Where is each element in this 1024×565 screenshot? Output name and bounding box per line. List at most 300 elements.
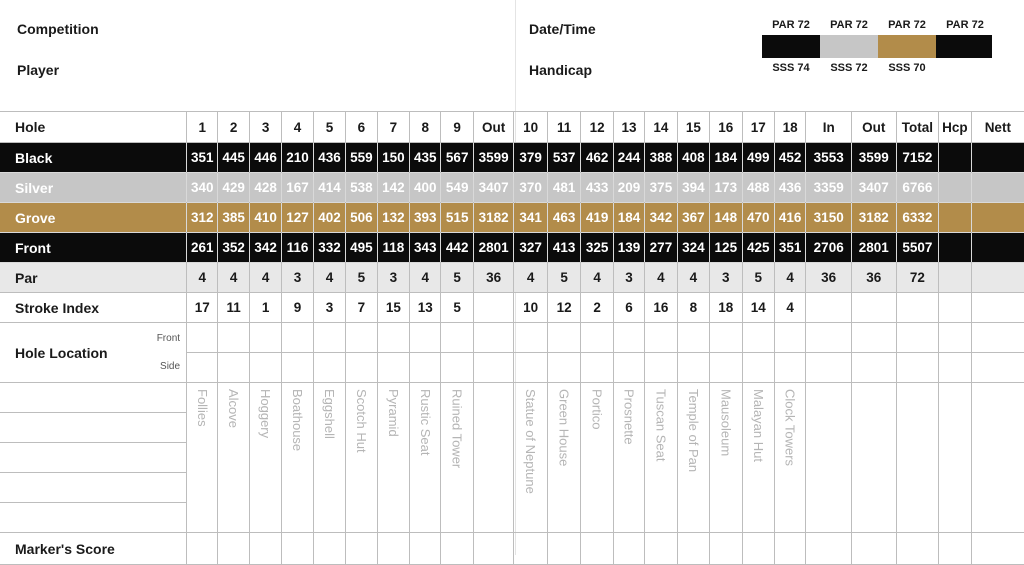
hole-location-side-cell[interactable] <box>282 353 313 383</box>
yardage-cell <box>939 173 971 203</box>
yardage-cell: 3150 <box>806 203 852 233</box>
tee-swatch-silver <box>820 35 878 58</box>
column-header: 18 <box>774 112 805 143</box>
stroke-index-cell: 10 <box>514 293 547 323</box>
tee-swatch-front <box>936 35 992 58</box>
yardage-cell: 429 <box>218 173 249 203</box>
stroke-index-cell: 9 <box>282 293 313 323</box>
stroke-index-cell: 7 <box>346 293 377 323</box>
stroke-index-cell: 2 <box>581 293 613 323</box>
hole-location-side-cell[interactable] <box>896 353 939 383</box>
hole-location-side-cell[interactable] <box>806 353 852 383</box>
hole-location-side-cell[interactable] <box>710 353 742 383</box>
column-header: 6 <box>346 112 377 143</box>
yardage-cell: 351 <box>774 233 805 263</box>
score-row-label[interactable] <box>0 503 187 533</box>
hole-name: Statue of Neptune <box>523 389 539 494</box>
hole-location-front-cell[interactable] <box>249 323 281 353</box>
yardage-cell: 567 <box>441 143 473 173</box>
hole-name: Tuscan Seat <box>653 389 669 462</box>
yardage-cell: 379 <box>514 143 547 173</box>
yardage-cell: 410 <box>249 203 281 233</box>
hole-location-front-cell[interactable] <box>774 323 805 353</box>
marker-score-cell[interactable] <box>346 533 377 565</box>
yardage-cell: 462 <box>581 143 613 173</box>
column-header: 4 <box>282 112 313 143</box>
yardage-cell: 2706 <box>806 233 852 263</box>
hole-location-front-cell[interactable] <box>377 323 409 353</box>
hole-name-cell[interactable] <box>377 383 409 533</box>
hole-location-side-cell[interactable] <box>514 353 547 383</box>
hole-name-cell[interactable] <box>282 383 313 533</box>
column-header: 15 <box>677 112 709 143</box>
column-header: Total <box>896 112 939 143</box>
yardage-cell: 385 <box>218 203 249 233</box>
tee-row-black <box>0 143 1024 173</box>
yardage-cell: 428 <box>249 173 281 203</box>
marker-score-cell[interactable] <box>441 533 473 565</box>
stroke-index-cell: 5 <box>441 293 473 323</box>
yardage-cell: 481 <box>547 173 580 203</box>
yardage-cell: 3553 <box>806 143 852 173</box>
yardage-cell: 343 <box>410 233 441 263</box>
tee-swatch-grove <box>878 35 936 58</box>
hole-name-cell[interactable] <box>774 383 805 533</box>
hole-name: Hoggery <box>258 389 274 439</box>
marker-score-row <box>0 533 1024 565</box>
yardage-cell: 352 <box>218 233 249 263</box>
par-cell: 4 <box>249 263 281 293</box>
hole-location-side-cell[interactable] <box>377 353 409 383</box>
column-header: 1 <box>187 112 218 143</box>
yardage-cell <box>971 233 1024 263</box>
par-cell: 4 <box>677 263 709 293</box>
stroke-index-cell: 18 <box>710 293 742 323</box>
yardage-cell: 3182 <box>852 203 897 233</box>
marker-score-cell[interactable] <box>613 533 644 565</box>
yardage-cell <box>971 173 1024 203</box>
yardage-cell: 3182 <box>473 203 514 233</box>
hole-header-label: Hole <box>0 112 187 143</box>
marker-score-cell[interactable] <box>547 533 580 565</box>
par-cell: 3 <box>282 263 313 293</box>
yardage-cell: 506 <box>346 203 377 233</box>
hole-location-side-cell[interactable] <box>441 353 473 383</box>
yardage-cell <box>939 203 971 233</box>
stroke-index-label: Stroke Index <box>0 293 187 323</box>
hole-name-cell[interactable] <box>514 383 547 533</box>
stroke-index-cell: 8 <box>677 293 709 323</box>
hole-name-cell[interactable] <box>939 383 971 533</box>
hole-location-front-cell[interactable] <box>473 323 514 353</box>
stroke-index-cell <box>806 293 852 323</box>
stroke-index-cell <box>852 293 897 323</box>
yardage-cell: 3359 <box>806 173 852 203</box>
yardage-cell: 435 <box>410 143 441 173</box>
stroke-index-row <box>0 293 1024 323</box>
par-cell: 4 <box>514 263 547 293</box>
hole-location-side-cell[interactable] <box>971 353 1024 383</box>
yardage-cell: 495 <box>346 233 377 263</box>
tee-legend-sss-grove: SSS 70 <box>888 62 926 74</box>
hole-name-cell[interactable] <box>710 383 742 533</box>
yardage-cell: 463 <box>547 203 580 233</box>
hole-location-side-cell[interactable] <box>645 353 677 383</box>
yardage-cell <box>971 203 1024 233</box>
yardage-cell: 436 <box>313 143 345 173</box>
par-cell: 3 <box>613 263 644 293</box>
marker-score-cell[interactable] <box>218 533 249 565</box>
score-row <box>0 383 1024 413</box>
hole-location-front-cell[interactable] <box>547 323 580 353</box>
stroke-index-cell: 12 <box>547 293 580 323</box>
score-row-label[interactable] <box>0 383 187 413</box>
hole-location-front-cell[interactable] <box>710 323 742 353</box>
hole-name-cell[interactable] <box>613 383 644 533</box>
hole-location-side-cell[interactable] <box>473 353 514 383</box>
tee-name: Black <box>0 143 187 173</box>
yardage-cell: 118 <box>377 233 409 263</box>
hole-name-cell[interactable] <box>581 383 613 533</box>
tee-row-front <box>0 233 1024 263</box>
column-header: 5 <box>313 112 345 143</box>
yardage-cell: 416 <box>774 203 805 233</box>
yardage-cell: 394 <box>677 173 709 203</box>
hole-location-front-cell[interactable] <box>410 323 441 353</box>
hole-location-side-cell[interactable] <box>218 353 249 383</box>
yardage-cell: 370 <box>514 173 547 203</box>
yardage-cell: 436 <box>774 173 805 203</box>
yardage-cell: 324 <box>677 233 709 263</box>
marker-score-cell[interactable] <box>187 533 218 565</box>
hole-name-cell[interactable] <box>218 383 249 533</box>
par-cell: 4 <box>410 263 441 293</box>
hole-name: Prosnette <box>621 389 637 445</box>
column-header: 11 <box>547 112 580 143</box>
stroke-index-cell: 14 <box>742 293 774 323</box>
hole-location-side-cell[interactable] <box>547 353 580 383</box>
stroke-index-cell <box>939 293 971 323</box>
marker-score-cell[interactable] <box>377 533 409 565</box>
tee-swatch-black <box>762 35 820 58</box>
yardage-cell: 139 <box>613 233 644 263</box>
yardage-cell: 261 <box>187 233 218 263</box>
yardage-cell: 150 <box>377 143 409 173</box>
datetime-label: Date/Time <box>529 21 596 37</box>
column-header: 2 <box>218 112 249 143</box>
marker-score-cell[interactable] <box>971 533 1024 565</box>
marker-score-cell[interactable] <box>410 533 441 565</box>
hole-location-front-cell[interactable] <box>346 323 377 353</box>
hole-name-cell[interactable] <box>410 383 441 533</box>
column-header: Out <box>473 112 514 143</box>
column-header: 3 <box>249 112 281 143</box>
tee-legend-par-grove: PAR 72 <box>888 19 926 31</box>
yardage-cell: 400 <box>410 173 441 203</box>
marker-score-cell[interactable] <box>282 533 313 565</box>
hole-name: Boathouse <box>290 389 306 452</box>
marker-score-cell[interactable] <box>806 533 852 565</box>
stroke-index-cell: 3 <box>313 293 345 323</box>
hole-location-front-cell[interactable] <box>581 323 613 353</box>
yardage-cell: 342 <box>645 203 677 233</box>
stroke-index-cell <box>473 293 514 323</box>
hole-name-cell[interactable] <box>677 383 709 533</box>
yardage-cell: 433 <box>581 173 613 203</box>
par-cell: 4 <box>645 263 677 293</box>
yardage-cell: 402 <box>313 203 345 233</box>
column-header: Out <box>852 112 897 143</box>
yardage-cell: 209 <box>613 173 644 203</box>
stroke-index-cell: 11 <box>218 293 249 323</box>
yardage-cell: 419 <box>581 203 613 233</box>
tee-name: Silver <box>0 173 187 203</box>
yardage-cell <box>971 143 1024 173</box>
marker-score-cell[interactable] <box>939 533 971 565</box>
hole-location-front-cell[interactable] <box>971 323 1024 353</box>
hole-location-side-cell[interactable] <box>346 353 377 383</box>
tee-name: Front <box>0 233 187 263</box>
yardage-cell: 210 <box>282 143 313 173</box>
par-cell: 5 <box>742 263 774 293</box>
yardage-cell: 244 <box>613 143 644 173</box>
par-cell: 5 <box>547 263 580 293</box>
column-header: 12 <box>581 112 613 143</box>
hole-name-cell[interactable] <box>806 383 852 533</box>
hole-location-front-cell[interactable] <box>896 323 939 353</box>
par-cell: 4 <box>187 263 218 293</box>
player-label: Player <box>17 62 60 78</box>
column-header: 10 <box>514 112 547 143</box>
hole-name-cell[interactable] <box>852 383 897 533</box>
hole-location-front-cell[interactable] <box>282 323 313 353</box>
yardage-cell: 184 <box>710 143 742 173</box>
yardage-cell: 442 <box>441 233 473 263</box>
hole-location-front-row <box>0 323 1024 353</box>
par-cell: 4 <box>218 263 249 293</box>
yardage-cell: 549 <box>441 173 473 203</box>
yardage-cell: 116 <box>282 233 313 263</box>
par-cell <box>939 263 971 293</box>
yardage-cell: 125 <box>710 233 742 263</box>
marker-score-cell[interactable] <box>645 533 677 565</box>
marker-score-cell[interactable] <box>313 533 345 565</box>
yardage-cell: 414 <box>313 173 345 203</box>
side-sublabel: Side <box>160 361 181 372</box>
marker-score-cell[interactable] <box>677 533 709 565</box>
hole-name: Rustic Seat <box>417 389 433 456</box>
hole-name: Mausoleum <box>718 389 734 457</box>
hole-header-row <box>0 112 1024 143</box>
yardage-cell: 537 <box>547 143 580 173</box>
column-header: 8 <box>410 112 441 143</box>
competition-label: Competition <box>17 21 99 37</box>
par-cell: 36 <box>473 263 514 293</box>
tee-legend-par-black: PAR 72 <box>772 19 810 31</box>
hole-location-front-cell[interactable] <box>806 323 852 353</box>
yardage-cell: 6332 <box>896 203 939 233</box>
par-cell <box>971 263 1024 293</box>
yardage-cell: 3407 <box>473 173 514 203</box>
hole-location-side-cell[interactable] <box>774 353 805 383</box>
hole-name-cell[interactable] <box>645 383 677 533</box>
yardage-cell: 184 <box>613 203 644 233</box>
column-header: 13 <box>613 112 644 143</box>
hole-name-cell[interactable] <box>742 383 774 533</box>
marker-score-cell[interactable] <box>249 533 281 565</box>
yardage-cell: 408 <box>677 143 709 173</box>
par-cell: 5 <box>441 263 473 293</box>
column-header: 17 <box>742 112 774 143</box>
hole-location-front-cell[interactable] <box>313 323 345 353</box>
yardage-cell: 559 <box>346 143 377 173</box>
stroke-index-cell: 15 <box>377 293 409 323</box>
column-header: 14 <box>645 112 677 143</box>
yardage-cell: 132 <box>377 203 409 233</box>
hole-location-side-cell[interactable] <box>313 353 345 383</box>
yardage-cell: 127 <box>282 203 313 233</box>
yardage-cell: 446 <box>249 143 281 173</box>
hole-location-front-cell[interactable] <box>441 323 473 353</box>
tee-legend-par-silver: PAR 72 <box>830 19 868 31</box>
hole-location-side-cell[interactable] <box>742 353 774 383</box>
hole-name: Eggshell <box>321 389 337 439</box>
par-cell: 5 <box>346 263 377 293</box>
hole-location-label-cell <box>0 323 187 383</box>
column-header: 9 <box>441 112 473 143</box>
hole-name-cell[interactable] <box>249 383 281 533</box>
par-row <box>0 263 1024 293</box>
yardage-cell: 148 <box>710 203 742 233</box>
yardage-cell: 488 <box>742 173 774 203</box>
par-cell: 3 <box>377 263 409 293</box>
score-row-label[interactable] <box>0 473 187 503</box>
yardage-cell: 173 <box>710 173 742 203</box>
handicap-label: Handicap <box>529 62 593 78</box>
par-cell: 36 <box>852 263 897 293</box>
yardage-cell: 3407 <box>852 173 897 203</box>
stroke-index-cell: 16 <box>645 293 677 323</box>
hole-name-cell[interactable] <box>441 383 473 533</box>
hole-location-front-cell[interactable] <box>613 323 644 353</box>
yardage-cell: 538 <box>346 173 377 203</box>
hole-name: Pyramid <box>385 389 401 437</box>
hole-location-front-cell[interactable] <box>677 323 709 353</box>
yardage-cell: 277 <box>645 233 677 263</box>
front-sublabel: Front <box>156 333 181 344</box>
yardage-cell: 413 <box>547 233 580 263</box>
tee-row-grove <box>0 203 1024 233</box>
yardage-cell: 499 <box>742 143 774 173</box>
hole-name: Malayan Hut <box>750 389 766 462</box>
yardage-cell: 388 <box>645 143 677 173</box>
yardage-cell: 342 <box>249 233 281 263</box>
hole-location-side-cell[interactable] <box>410 353 441 383</box>
tee-legend-sss-black: SSS 74 <box>772 62 810 74</box>
column-header: 16 <box>710 112 742 143</box>
tee-legend-par-front: PAR 72 <box>946 19 984 31</box>
marker-score-label: Marker's Score <box>0 533 187 565</box>
yardage-cell <box>939 233 971 263</box>
par-cell: 4 <box>313 263 345 293</box>
marker-score-cell[interactable] <box>896 533 939 565</box>
hole-location-side-cell[interactable] <box>613 353 644 383</box>
hole-location-side-cell[interactable] <box>939 353 971 383</box>
par-cell: 36 <box>806 263 852 293</box>
hole-name-cell[interactable] <box>547 383 580 533</box>
hole-name: Portico <box>589 389 605 430</box>
par-cell: 4 <box>774 263 805 293</box>
hole-location-front-cell[interactable] <box>939 323 971 353</box>
hole-name: Temple of Pan <box>685 389 701 473</box>
yardage-cell: 2801 <box>473 233 514 263</box>
score-row-label[interactable] <box>0 443 187 473</box>
yardage-cell: 367 <box>677 203 709 233</box>
hole-name-cell[interactable] <box>473 383 514 533</box>
yardage-cell: 515 <box>441 203 473 233</box>
hole-location-front-cell[interactable] <box>645 323 677 353</box>
stroke-index-cell <box>896 293 939 323</box>
hole-location-front-cell[interactable] <box>742 323 774 353</box>
yardage-cell: 341 <box>514 203 547 233</box>
yardage-cell: 445 <box>218 143 249 173</box>
hole-location-side-cell[interactable] <box>852 353 897 383</box>
hole-name-cell[interactable] <box>313 383 345 533</box>
hole-location-side-cell[interactable] <box>677 353 709 383</box>
yardage-cell: 327 <box>514 233 547 263</box>
hole-location-front-cell[interactable] <box>218 323 249 353</box>
par-cell: 4 <box>581 263 613 293</box>
marker-score-cell[interactable] <box>742 533 774 565</box>
yardage-cell: 393 <box>410 203 441 233</box>
hole-location-front-cell[interactable] <box>852 323 897 353</box>
stroke-index-cell: 1 <box>249 293 281 323</box>
marker-score-cell[interactable] <box>581 533 613 565</box>
stroke-index-cell: 13 <box>410 293 441 323</box>
par-cell: 72 <box>896 263 939 293</box>
marker-score-cell[interactable] <box>852 533 897 565</box>
marker-score-cell[interactable] <box>514 533 547 565</box>
yardage-cell: 6766 <box>896 173 939 203</box>
tee-legend-sss-silver: SSS 72 <box>830 62 868 74</box>
scorecard-table <box>0 111 1024 565</box>
hole-location-front-cell[interactable] <box>187 323 218 353</box>
tee-row-silver <box>0 173 1024 203</box>
hole-location-front-cell[interactable] <box>514 323 547 353</box>
yardage-cell: 375 <box>645 173 677 203</box>
hole-location-side-cell[interactable] <box>187 353 218 383</box>
yardage-cell: 7152 <box>896 143 939 173</box>
hole-name-cell[interactable] <box>187 383 218 533</box>
stroke-index-cell: 6 <box>613 293 644 323</box>
hole-name-cell[interactable] <box>896 383 939 533</box>
hole-location-side-cell[interactable] <box>249 353 281 383</box>
marker-score-cell[interactable] <box>774 533 805 565</box>
hole-name: Ruined Tower <box>449 389 465 469</box>
hole-name: Follies <box>194 389 210 427</box>
hole-location-label: Hole Location <box>15 344 108 361</box>
marker-score-cell[interactable] <box>473 533 514 565</box>
column-header: 7 <box>377 112 409 143</box>
yardage-cell: 340 <box>187 173 218 203</box>
marker-score-cell[interactable] <box>710 533 742 565</box>
yardage-cell: 351 <box>187 143 218 173</box>
hole-location-side-cell[interactable] <box>581 353 613 383</box>
hole-name-cell[interactable] <box>346 383 377 533</box>
column-header: Nett <box>971 112 1024 143</box>
score-row-label[interactable] <box>0 413 187 443</box>
hole-name-cell[interactable] <box>971 383 1024 533</box>
